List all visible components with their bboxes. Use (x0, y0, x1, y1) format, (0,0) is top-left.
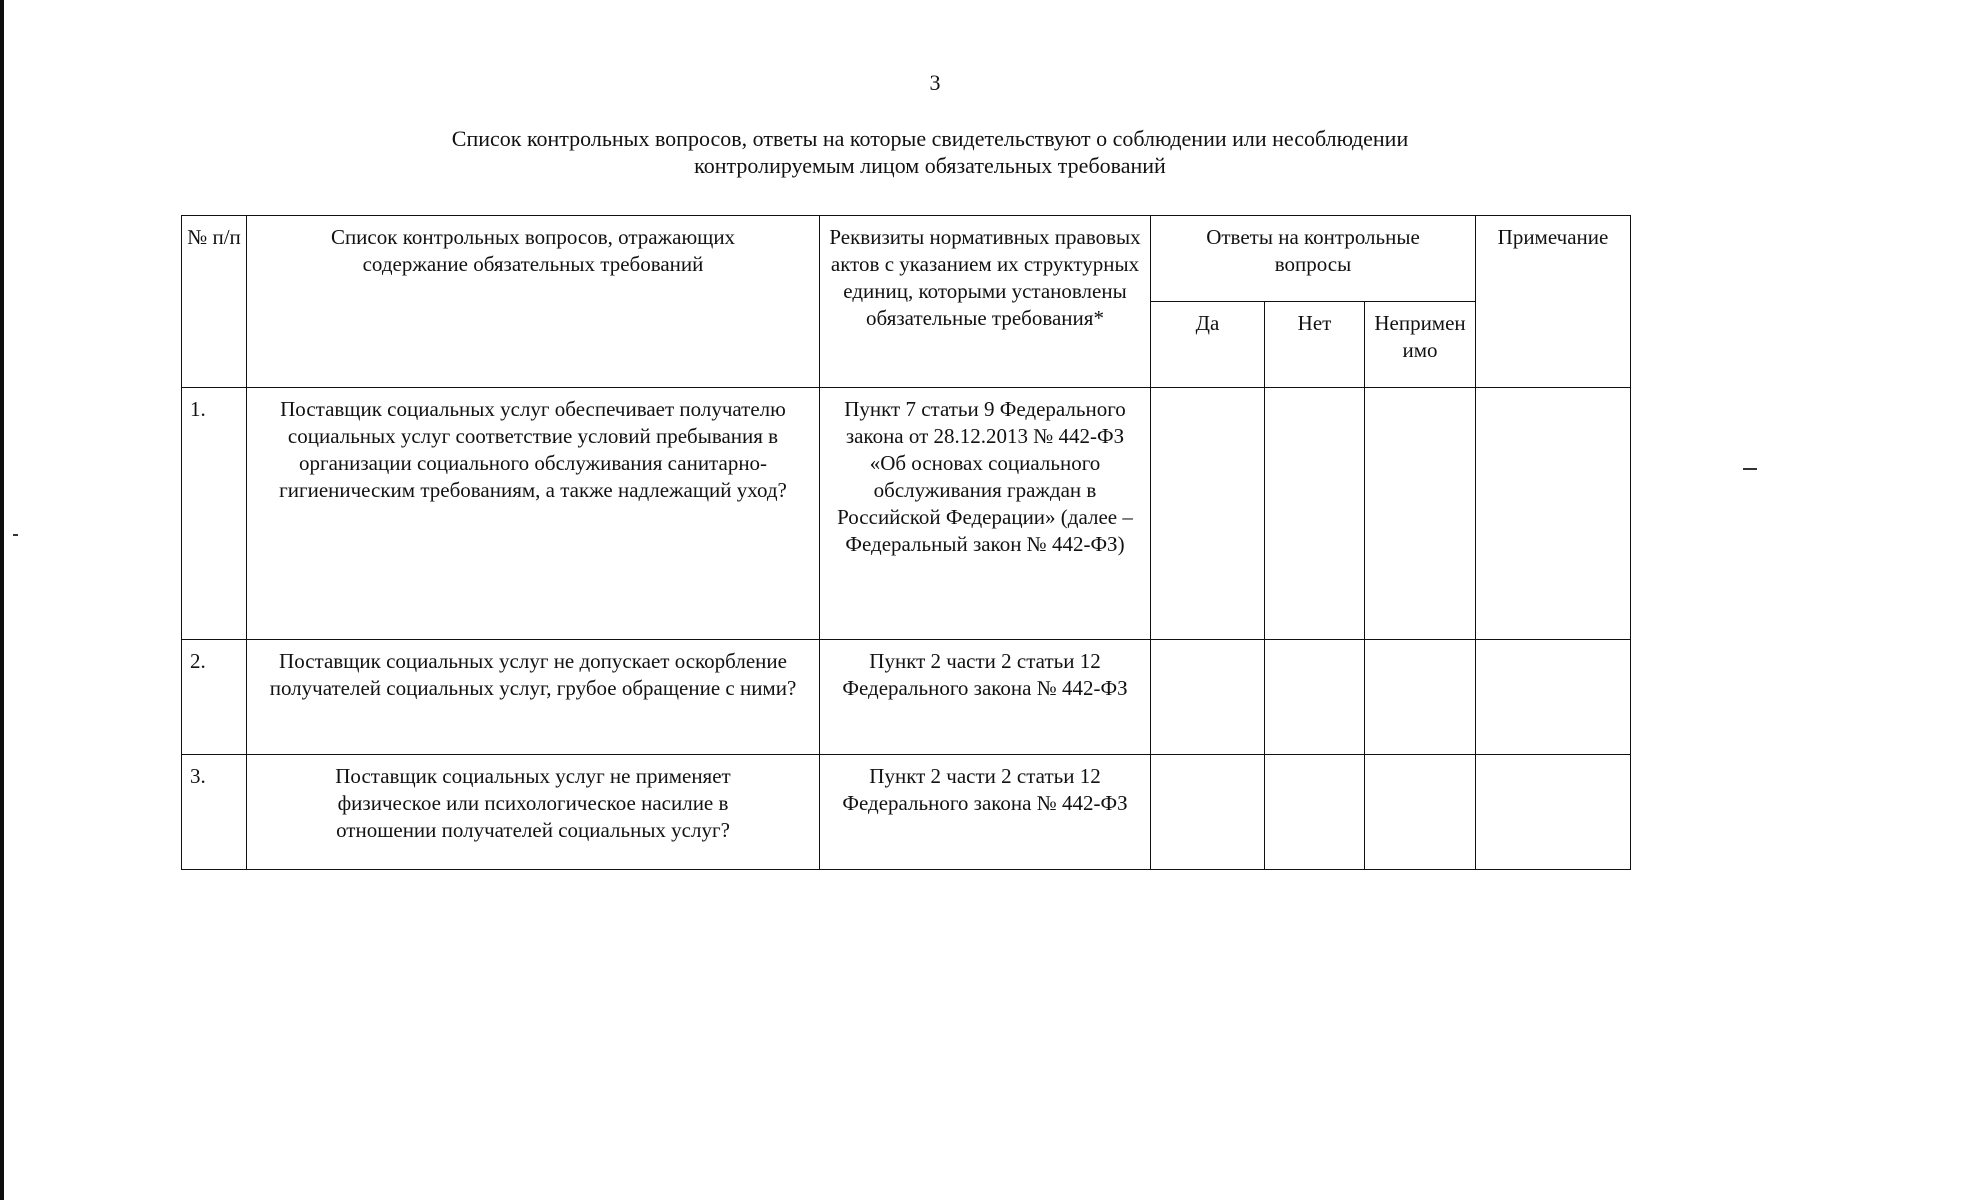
page-number: 3 (929, 70, 941, 95)
row-answer-no[interactable] (1265, 755, 1365, 870)
row-requisites: Пункт 2 части 2 статьи 12 Федерального закона № 442-ФЗ (820, 640, 1151, 755)
row-question: Поставщик социальных услуг не допускает оскорбление получателей социальных услуг, грубое обращение с ними? (247, 640, 820, 755)
row-num: 2. (182, 640, 247, 755)
row-answer-yes[interactable] (1151, 640, 1265, 755)
row-question: Поставщик социальных услуг обеспечивает получателю социальных услуг соответствие условий пребывания в организации социального обслуживания санитарно-гигиеническим требованиям, а также надлежащий уход? (247, 388, 820, 640)
row-answer-not-applicable[interactable] (1365, 755, 1476, 870)
row-answer-not-applicable[interactable] (1365, 388, 1476, 640)
row-answer-not-applicable[interactable] (1365, 640, 1476, 755)
table-row (182, 755, 1631, 870)
table-row (182, 640, 1631, 755)
checklist-table (181, 215, 1631, 870)
header-requisites: Реквизиты нормативных правовых актов с указанием их структурных единиц, которыми установлены обязательные требования* (820, 216, 1151, 388)
header-yes: Да (1151, 302, 1265, 388)
header-not-applicable: Неприменимо (1365, 302, 1476, 388)
document-title (240, 125, 1620, 179)
row-note[interactable] (1476, 388, 1631, 640)
header-note: Примечание (1476, 216, 1631, 388)
scan-dash-mark (1743, 468, 1757, 470)
row-requisites: Пункт 7 статьи 9 Федерального закона от 28.12.2013 № 442-ФЗ «Об основах социального обслуживания граждан в Российской Федерации» (далее – Федеральный закон № 442-ФЗ) (820, 388, 1151, 640)
scan-edge-bar (0, 0, 4, 1200)
scan-tick-mark (13, 534, 18, 536)
row-answer-no[interactable] (1265, 388, 1365, 640)
header-no: Нет (1265, 302, 1365, 388)
row-requisites: Пункт 2 части 2 статьи 12 Федерального закона № 442-ФЗ (820, 755, 1151, 870)
header-num: № п/п (182, 216, 247, 388)
row-num: 3. (182, 755, 247, 870)
row-num: 1. (182, 388, 247, 640)
row-answer-yes[interactable] (1151, 755, 1265, 870)
header-answers: Ответы на контрольные вопросы (1151, 216, 1476, 302)
row-note[interactable] (1476, 640, 1631, 755)
header-question: Список контрольных вопросов, отражающих содержание обязательных требований (247, 216, 820, 388)
row-note[interactable] (1476, 755, 1631, 870)
document-title-line-2: контролируемым лицом обязательных требований (694, 153, 1166, 178)
row-answer-yes[interactable] (1151, 388, 1265, 640)
document-title-line-1: Список контрольных вопросов, ответы на которые свидетельствуют о соблюдении или несоблюдении (451, 126, 1409, 151)
row-answer-no[interactable] (1265, 640, 1365, 755)
table-row (182, 388, 1631, 640)
row-question: Поставщик социальных услуг не применяет физическое или психологическое насилие в отношении получателей социальных услуг? (247, 755, 820, 870)
